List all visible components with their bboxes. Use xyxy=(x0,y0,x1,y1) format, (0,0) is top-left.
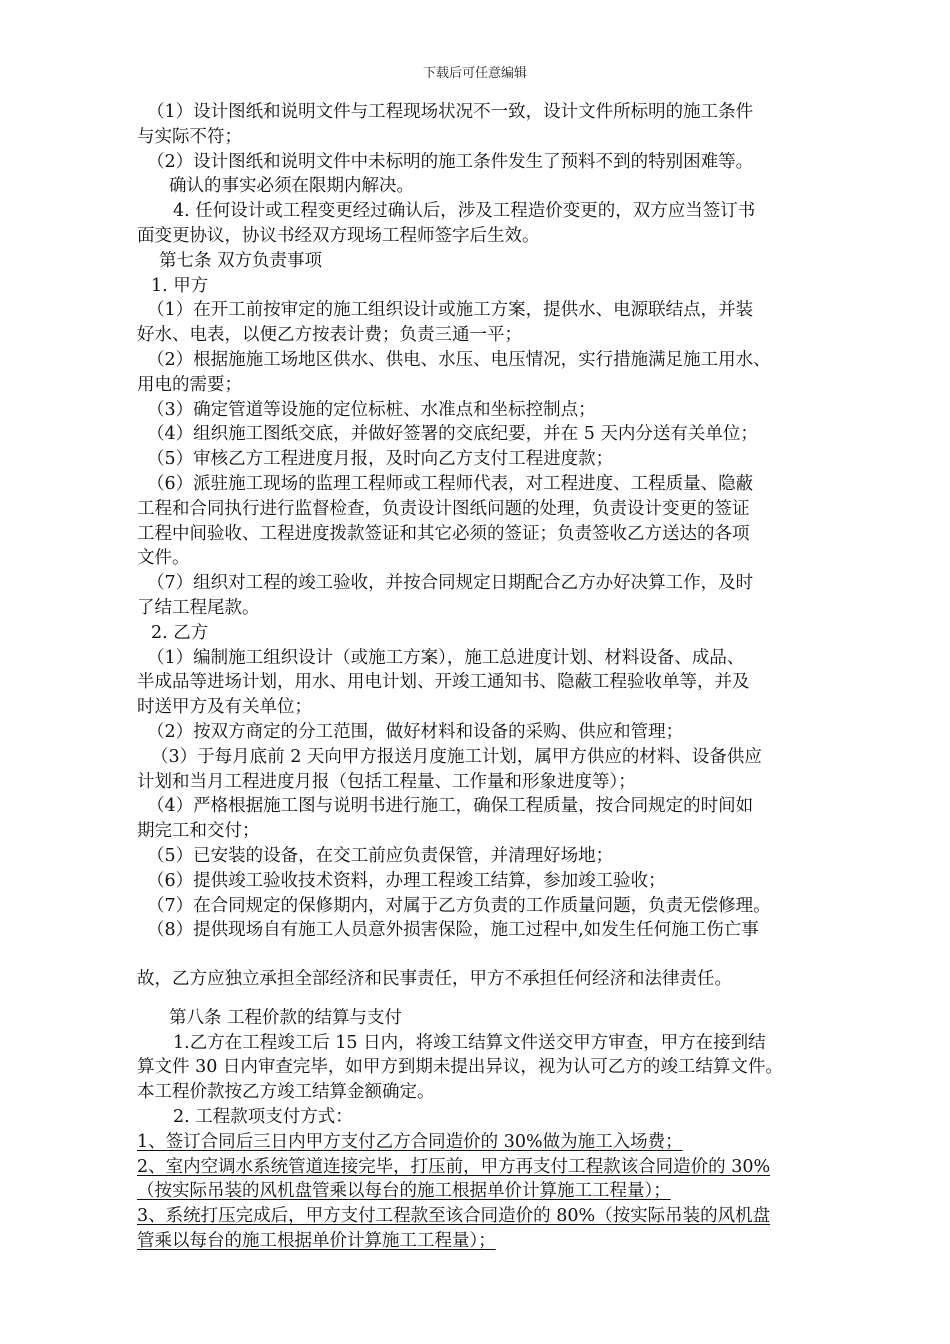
text-line-content: 工程中间验收、工程进度拨款签证和其它必须的签证；负责签收乙方送达的各项 xyxy=(137,523,750,544)
text-line xyxy=(137,596,817,621)
text-line xyxy=(137,844,817,869)
text-line-content: （2）按双方商定的分工范围，做好材料和设备的采购、供应和管理； xyxy=(147,721,684,742)
text-line xyxy=(137,100,817,125)
text-line-content: 用电的需要； xyxy=(137,374,242,395)
text-line-content: （1）在开工前按审定的施工组织设计或施工方案，提供水、电源联结点，并装 xyxy=(147,300,754,321)
text-line-content: （8）提供现场自有施工人员意外损害保险，施工过程中,如发生任何施工伤亡事 xyxy=(147,920,759,941)
text-line xyxy=(137,249,817,274)
text-line xyxy=(137,1229,817,1254)
text-line xyxy=(137,794,817,819)
text-line xyxy=(137,1155,817,1180)
text-line xyxy=(137,1006,817,1031)
text-line xyxy=(137,274,817,299)
text-line xyxy=(137,571,817,596)
text-line-content: 确认的事实必须在限期内解决。 xyxy=(169,176,414,197)
text-line xyxy=(137,298,817,323)
text-line-content: 1.乙方在工程竣工后 15 日内，将竣工结算文件送交甲方审查，甲方在接到结 xyxy=(173,1032,766,1053)
text-line xyxy=(137,472,817,497)
text-line xyxy=(137,621,817,646)
text-line xyxy=(137,348,817,373)
text-line xyxy=(137,1055,817,1080)
text-line xyxy=(137,918,817,943)
text-line xyxy=(137,497,817,522)
text-line-content: （4）组织施工图纸交底，并做好签署的交底纪要，并在 5 天内分送有关单位； xyxy=(147,424,758,445)
text-line-content: 文件。 xyxy=(137,548,190,569)
text-line xyxy=(137,1031,817,1056)
text-line-content: （6）派驻施工现场的监理工程师或工程师代表，对工程进度、工程质量、隐蔽 xyxy=(147,473,754,494)
text-line xyxy=(137,199,817,224)
text-line-content: （5）审核乙方工程进度月报，及时向乙方支付工程进度款； xyxy=(147,449,614,470)
text-line xyxy=(137,125,817,150)
text-line xyxy=(137,422,817,447)
text-line-content: 2. 乙方 xyxy=(151,622,209,643)
text-line xyxy=(137,670,817,695)
text-line-content: 本工程价款按乙方竣工结算金额确定。 xyxy=(137,1082,435,1103)
text-line xyxy=(137,720,817,745)
text-line xyxy=(137,967,817,992)
text-line-content: 故，乙方应独立承担全部经济和民事责任，甲方不承担任何经济和法律责任。 xyxy=(137,969,732,990)
text-line-content: 半成品等进场计划，用水、用电计划、开竣工通知书、隐蔽工程验收单等，并及 xyxy=(137,672,750,693)
text-line-content: 好水、电表，以便乙方按表计费；负责三通一平； xyxy=(137,325,522,346)
text-line xyxy=(137,174,817,199)
text-line xyxy=(137,869,817,894)
text-line xyxy=(137,695,817,720)
page-header: 下载后可任意编辑 xyxy=(422,66,527,81)
text-line-content: （按实际吊装的风机盘管乘以每台的施工根据单价计算施工工程量）； xyxy=(137,1181,671,1202)
text-line-content: 1、签订合同后三日内甲方支付乙方合同造价的 30%做为施工入场费； xyxy=(137,1131,683,1152)
text-line-content: （2）根据施施工场地区供水、供电、水压、电压情况，实行措施满足施工用水、 xyxy=(147,349,771,370)
text-line-content: 第八条 工程价款的结算与支付 xyxy=(169,1007,403,1028)
text-line xyxy=(137,546,817,571)
text-line-content: （1）编制施工组织设计（或施工方案），施工总进度计划、材料设备、成品、 xyxy=(147,647,745,668)
paragraph-spacer xyxy=(137,943,817,967)
text-line xyxy=(137,224,817,249)
text-line-content: 期完工和交付； xyxy=(137,821,260,842)
text-line-content: （5）已安装的设备，在交工前应负责保管，并清理好场地； xyxy=(147,845,614,866)
text-line xyxy=(137,646,817,671)
text-line-content: 算文件 30 日内审查完毕，如甲方到期未提出异议，视为认可乙方的竣工结算文件。 xyxy=(137,1057,783,1078)
text-line-content: （7）组织对工程的竣工验收，并按合同规定日期配合乙方办好决算工作，及时 xyxy=(147,573,754,594)
text-line-content: （4）严格根据施工图与说明书进行施工，确保工程质量，按合同规定的时间如 xyxy=(147,796,754,817)
text-line-content: 2、室内空调水系统管道连接完毕，打压前，甲方再支付工程款该合同造价的 30% xyxy=(137,1156,771,1177)
text-line xyxy=(137,323,817,348)
text-line-content: （6）提供竣工验收技术资料，办理工程竣工结算，参加竣工验收； xyxy=(147,870,666,891)
text-line xyxy=(137,1080,817,1105)
text-line xyxy=(137,894,817,919)
text-line xyxy=(137,1105,817,1130)
paragraph-spacer xyxy=(137,992,817,1006)
text-line-content: 了结工程尾款。 xyxy=(137,597,260,618)
text-line-content: 与实际不符； xyxy=(137,126,242,147)
text-line xyxy=(137,447,817,472)
text-line-content: 3、系统打压完成后，甲方支付工程款至该合同造价的 80%（按实际吊装的风机盘 xyxy=(137,1206,771,1227)
text-line-content: 计划和当月工程进度月报（包括工程量、工作量和形象进度等）； xyxy=(137,771,636,792)
text-line-content: 4. 任何设计或工程变更经过确认后，涉及工程造价变更的，双方应当签订书 xyxy=(173,201,756,222)
text-line-content: 2. 工程款项支付方式： xyxy=(173,1107,353,1128)
text-line xyxy=(137,745,817,770)
text-line-content: 工程和合同执行进行监督检查，负责设计图纸问题的处理，负责设计变更的签证 xyxy=(137,498,750,519)
text-line xyxy=(137,1130,817,1155)
text-line-content: （1）设计图纸和说明文件与工程现场状况不一致，设计文件所标明的施工条件 xyxy=(147,102,754,122)
text-line xyxy=(137,373,817,398)
text-line-content: （2）设计图纸和说明文件中未标明的施工条件发生了预料不到的特别困难等。 xyxy=(147,151,754,172)
text-line-content: （7）在合同规定的保修期内，对属于乙方负责的工作质量问题，负责无偿修理。 xyxy=(147,895,771,916)
text-line xyxy=(137,150,817,175)
text-line-content: 第七条 双方负责事项 xyxy=(159,250,323,271)
text-line xyxy=(137,770,817,795)
text-line xyxy=(137,398,817,423)
text-line-content: 面变更协议，协议书经双方现场工程师签字后生效。 xyxy=(137,225,540,246)
text-line-content: 时送甲方及有关单位； xyxy=(137,697,312,718)
text-line xyxy=(137,522,817,547)
document-body xyxy=(137,100,817,1254)
text-line-content: （3）于每月底前 2 天向甲方报送月度施工计划，属甲方供应的材料、设备供应 xyxy=(151,746,762,767)
text-line xyxy=(137,819,817,844)
text-line-content: 1. 甲方 xyxy=(151,275,209,296)
text-line xyxy=(137,1179,817,1204)
text-line-content: （3）确定管道等设施的定位标桩、水准点和坐标控制点； xyxy=(147,399,596,420)
text-line-content: 管乘以每台的施工根据单价计算施工工程量）； xyxy=(137,1231,496,1252)
text-line xyxy=(137,1204,817,1229)
